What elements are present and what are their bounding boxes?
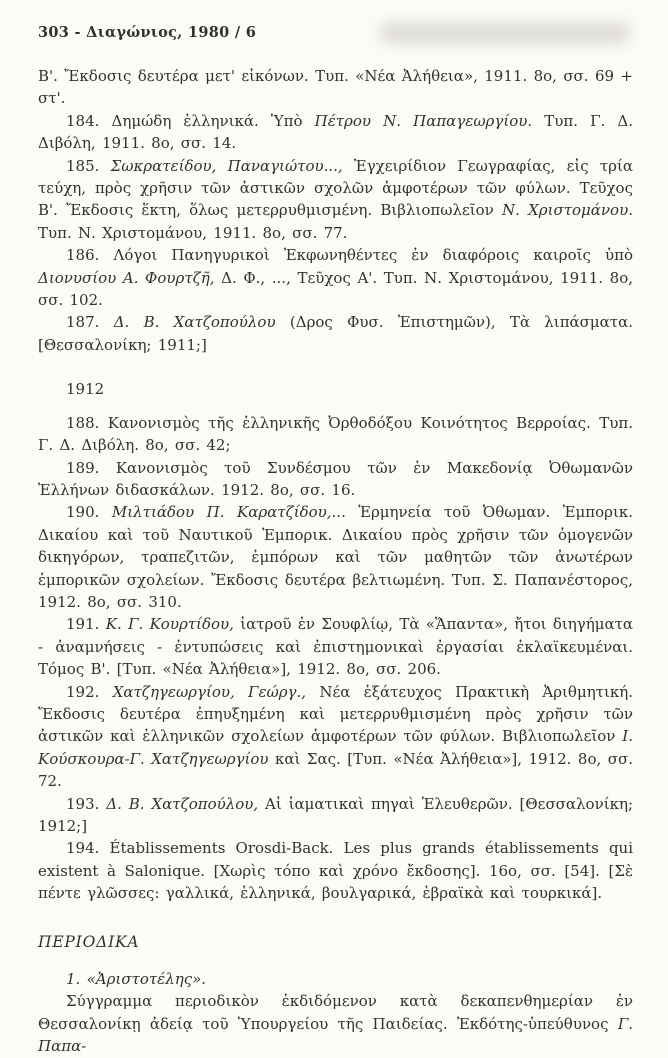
entry-190-italic-segment: Μιλτιάδου Π. Καρατζίδου,... [111,503,346,522]
entry-191 [38,613,633,680]
periodical-1-title-text-segment: 1. «Ἀριστοτέλης». [66,970,207,989]
entry-188-text-segment: 188. Κανονισμὸς τῆς ἑλληνικῆς Ὀρθοδόξου Κοινότητος Βερροίας. Τυπ. Γ. Δ. Διβόλη. 8ο, σσ. 42; [38,413,633,455]
entry-186-text-segment: Δ. Φ., ..., Τεῦχος Α'. Τυπ. Ν. Χριστομάνου, 1911. 8ο, σσ. 102. [38,268,633,310]
periodical-1-description-text-segment: Σύγγραμμα περιοδικὸν ἐκδιδόμενον κατὰ δεκαπενθημερίαν ἐν Θεσσαλονίκῃ ἀδείᾳ τοῦ Ὑπουργείου τῆς Παιδείας. Ἐκδότης-ὑπεύθυνος [38,992,633,1033]
entry-185 [38,155,633,245]
entry-186-italic-segment: Διονυσίου Α. Φουρτζῆ, [38,268,215,287]
entry-186-text-segment: 186. Λόγοι Πανηγυρικοὶ Ἐκφωνηθέντες ἐν διαφόροις καιροῖς ὑπὸ [66,246,633,265]
entry-185-text-segment: Ἐγχειρίδιον Γεωγραφίας, εἰς τρία τεύχη, πρὸς χρῆσιν τῶν ἀστικῶν σχολῶν ἀμφοτέρων τῶν φύλων. Τεῦχος Β'. Ἔκδοσις ἕκτη, ὅλως μετερρυθμισμένη. Βιβλιοπωλεῖον [38,156,634,220]
entry-190-text-segment: Ἑρμηνεία τοῦ Ὀθωμαν. Ἐμπορικ. Δικαίου καὶ τοῦ Ναυτικοῦ Ἐμπορικ. Δικαίου πρὸς χρῆσιν τῶν ὁμογενῶν δικηγόρων, τραπεζιτῶν, ἐμπόρων καὶ τῶν μαθητῶν τῶν ἀνωτέρων ἐμπορικῶν σχολείων. Ἔκδοσις δευτέρα βελτιωμένη. Τυπ. Σ. Παπανέστορος, 1912. 8ο, σσ. 310. [38,503,633,611]
entry-185-text-segment: . Τυπ. Ν. Χριστομάνου, 1911. 8ο, σσ. 77. [38,201,633,242]
entry-184-text-segment: 184. Δημώδη ἑλληνικά. Ὑπὸ [66,111,315,130]
entry-189 [38,457,633,502]
entry-184 [38,110,633,155]
periodical-1-description-italic-segment: Γ. Παπα- [38,1014,633,1056]
entry-190-text-segment: 190. [66,503,112,522]
entry-184-text-segment: . Τυπ. Γ. Δ. Διβόλη, 1911. 8ο, σσ. 14. [38,111,633,153]
entry-185-italic-segment: Ν. Χριστομάνου [502,201,629,220]
entry-193 [38,793,633,838]
entry-193-text-segment: 193. [66,794,107,813]
section-heading-periodika [38,931,633,953]
entry-193-text-segment: Αἱ ἰαματικαὶ πηγαὶ Ἐλευθερῶν. [Θεσσαλονίκη; 1912;] [38,794,633,835]
periodical-1-title [38,968,633,990]
entry-185-text-segment: 185. [66,156,111,175]
entry-191-text-segment: 191. [66,615,106,634]
entry-194-text-segment: 194. Établissements Orosdi-Back. Les plus grands établissements qui existent à Salonique. [Χωρὶς τόπο καὶ χρόνο ἔκδοσης]. 16ο, σσ. [54]. [Σὲ πέντε γλῶσσες: γαλλικά, ἑλληνικά, βουλγαρικά, ἑβραϊκὰ καὶ τουρκικά]. [38,839,633,903]
entry-192 [38,681,633,793]
entry-189-text-segment: 189. Κανονισμὸς τοῦ Συνδέσμου τῶν ἐν Μακεδονίᾳ Ὀθωμανῶν Ἑλλήνων διδασκάλων. 1912. 8ο, σσ. 16. [38,458,633,499]
page-header: 303 - Διαγώνιος, 1980 / 6 [38,24,257,41]
entry-191-text-segment: ἰατροῦ ἐν Σουφλίῳ, Τὰ «Ἅπαντα», ἤτοι διηγήματα - ἀναμνήσεις - ἐντυπώσεις καὶ ἐπιστημονικαὶ ἐργασίαι ἐκλαϊκευμέναι. Τόμος Β'. [Τυπ. «Νέα Ἀλήθεια»], 1912. 8ο, σσ. 206. [38,615,634,679]
entry-187-text-segment: (Δρος Φυσ. Ἐπιστημῶν), Τὰ λιπάσματα. [Θεσσαλονίκη; 1911;] [38,313,633,354]
year-heading-1912 [38,378,633,400]
entry-188 [38,412,633,457]
entry-187 [38,311,633,356]
entry-183-continuation-text-segment: Β'. Ἔκδοσις δευτέρα μετ' εἰκόνων. Τυπ. «Νέα Ἀλήθεια», 1911. 8ο, σσ. 69 + στ'. [38,67,633,108]
entry-183-continuation [38,65,633,110]
entry-192-text-segment: 192. [66,682,113,701]
entry-192-text-segment: Νέα ἑξάτευχος Πρακτικὴ Ἀριθμητική. Ἔκδοσις δευτέρα ἐπηυξημένη καὶ μετερρυθμισμένη πρὸς χρῆσιν τῶν ἀστικῶν καὶ ἑλληνικῶν σχολείων ἀμφοτέρων τῶν φύλων. Βιβλιοπωλεῖον [38,682,633,746]
periodical-1-description [38,990,633,1057]
entry-194 [38,837,633,904]
year-heading-1912-text-segment: 1912 [66,380,105,399]
entry-193-italic-segment: Δ. Β. Χατζοπούλου, [106,794,259,813]
entry-190 [38,501,633,613]
entry-192-italic-segment: Χατζηγεωργίου, Γεώργ., [112,682,307,701]
entry-184-italic-segment: Πέτρου Ν. Παπαγεωργίου [314,111,528,130]
entry-192-italic-segment: Ι. Κούσκουρα-Γ. Χατζηγεωργίου [38,727,633,768]
entry-187-italic-segment: Δ. Β. Χατζοπούλου [113,313,276,332]
entry-185-italic-segment: Σωκρατείδου, Παναγιώτου..., [110,156,343,175]
entry-186 [38,244,633,311]
entry-187-text-segment: 187. [66,313,114,332]
section-heading-periodika-text-segment: ΠΕΡΙΟΔΙΚΑ [38,932,140,951]
entry-192-text-segment: καὶ Σας. [Τυπ. «Νέα Ἀλήθεια»], 1912. 8ο, σσ. 72. [38,749,633,791]
entry-191-italic-segment: Κ. Γ. Κουρτίδου, [105,615,234,634]
page-body [38,65,633,1058]
